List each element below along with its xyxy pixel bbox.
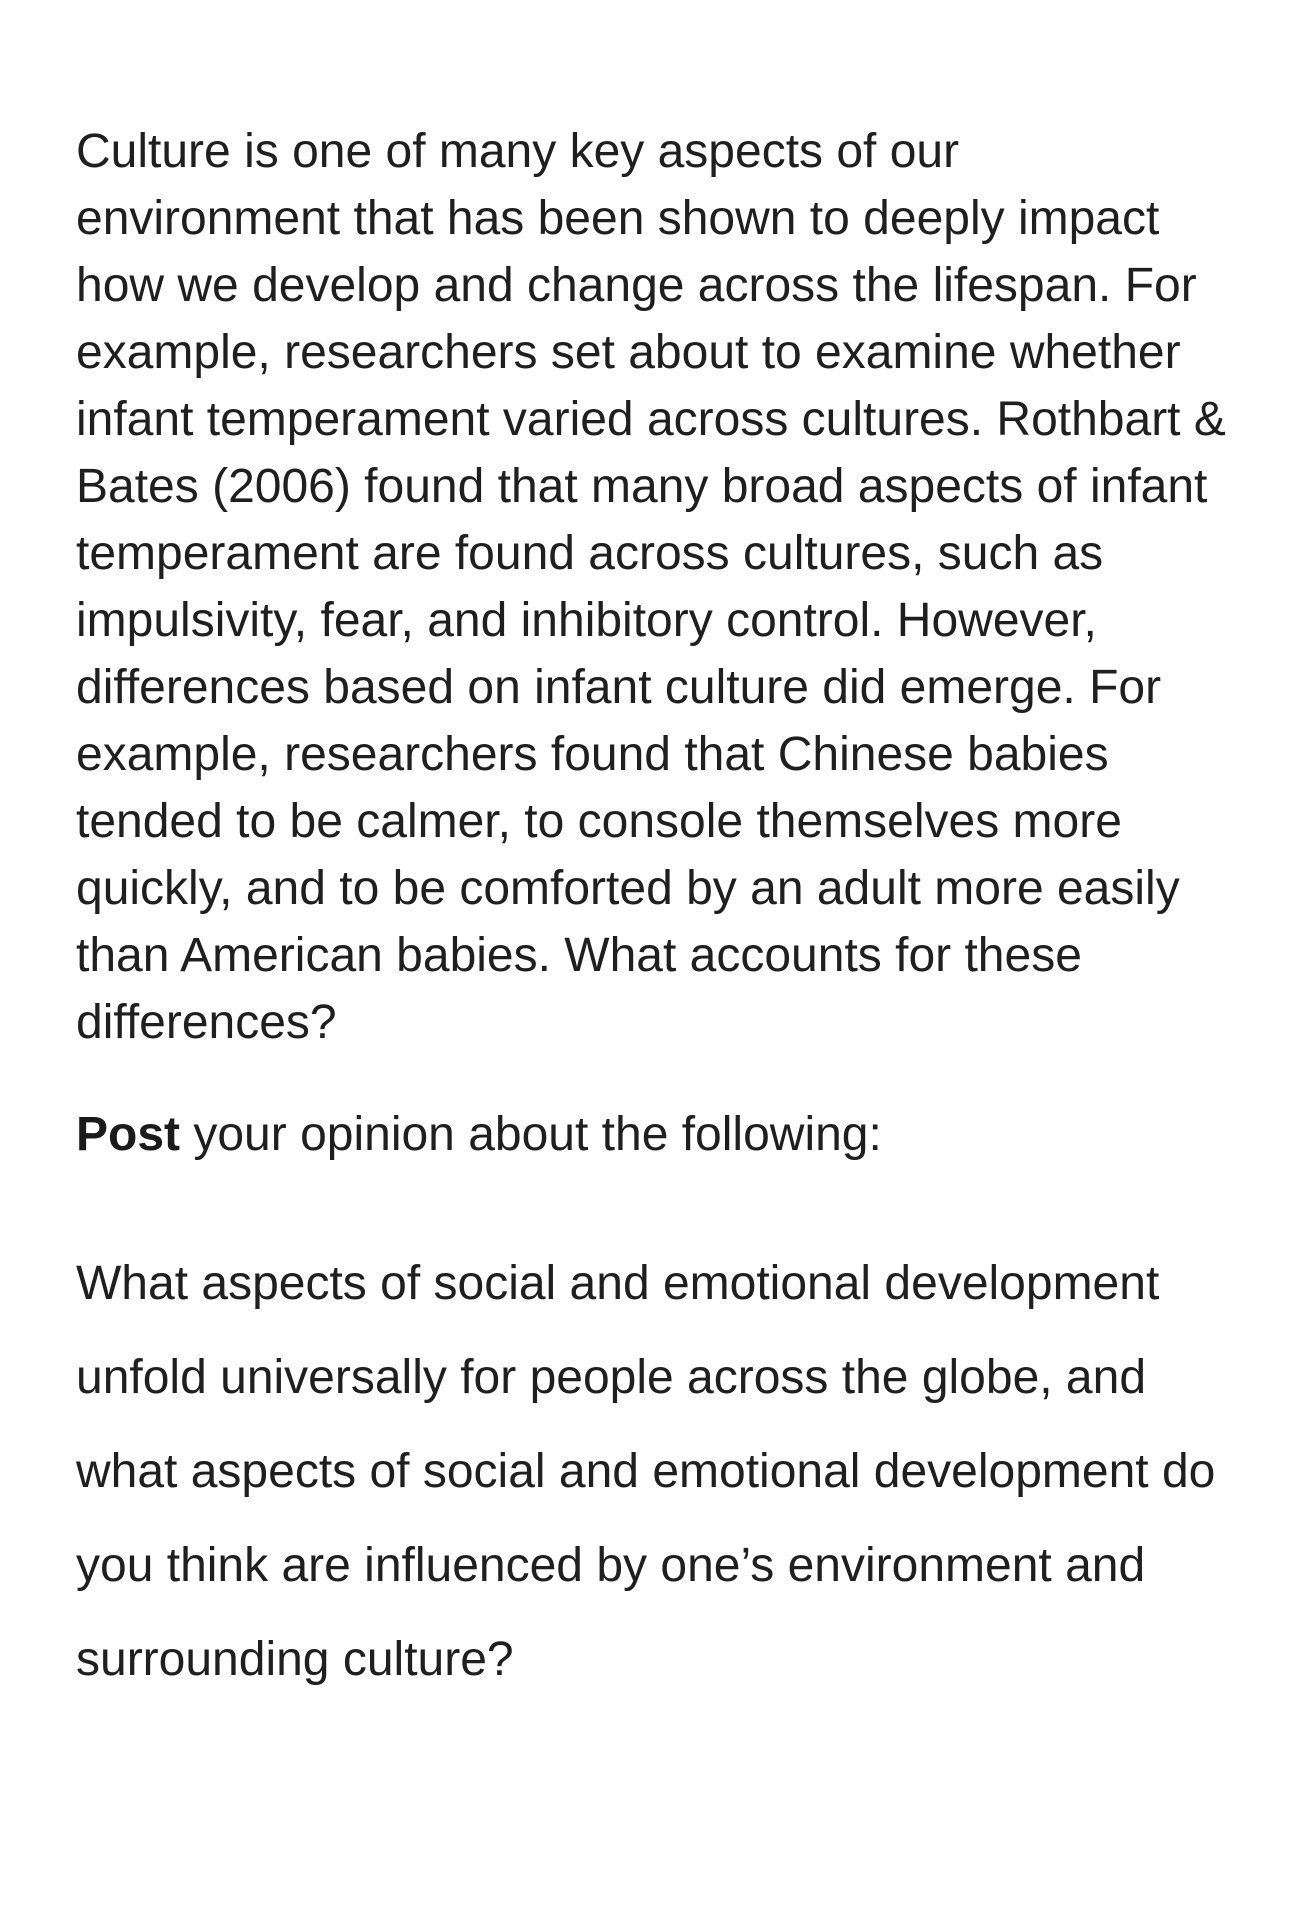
discussion-question: What aspects of social and emotional development unfold universally for people across the globe, and what aspects of social and emotional development do you think are influenced by one’s environment and surrounding culture? [76,1257,1216,1686]
document-body [76,118,1236,1707]
post-instruction-text: your opinion about the following: [180,1108,882,1161]
post-keyword: Post [76,1108,181,1161]
post-instruction [76,1101,1236,1168]
intro-paragraph: Culture is one of many key aspects of our environment that has been shown to deeply impact how we develop and change across the lifespan. For example, researchers set about to examine whether infant temperament varied across cultures. Rothbart & Bates (2006) found that many broad aspects of infant temperament are found across cultures, such as impulsivity, fear, and inhibitory control. However, differences based on infant culture did emerge. For example, researchers found that Chinese babies tended to be calmer, to console themselves more quickly, and to be comforted by an adult more easily than American babies. What accounts for these differences? [76,125,1226,1049]
